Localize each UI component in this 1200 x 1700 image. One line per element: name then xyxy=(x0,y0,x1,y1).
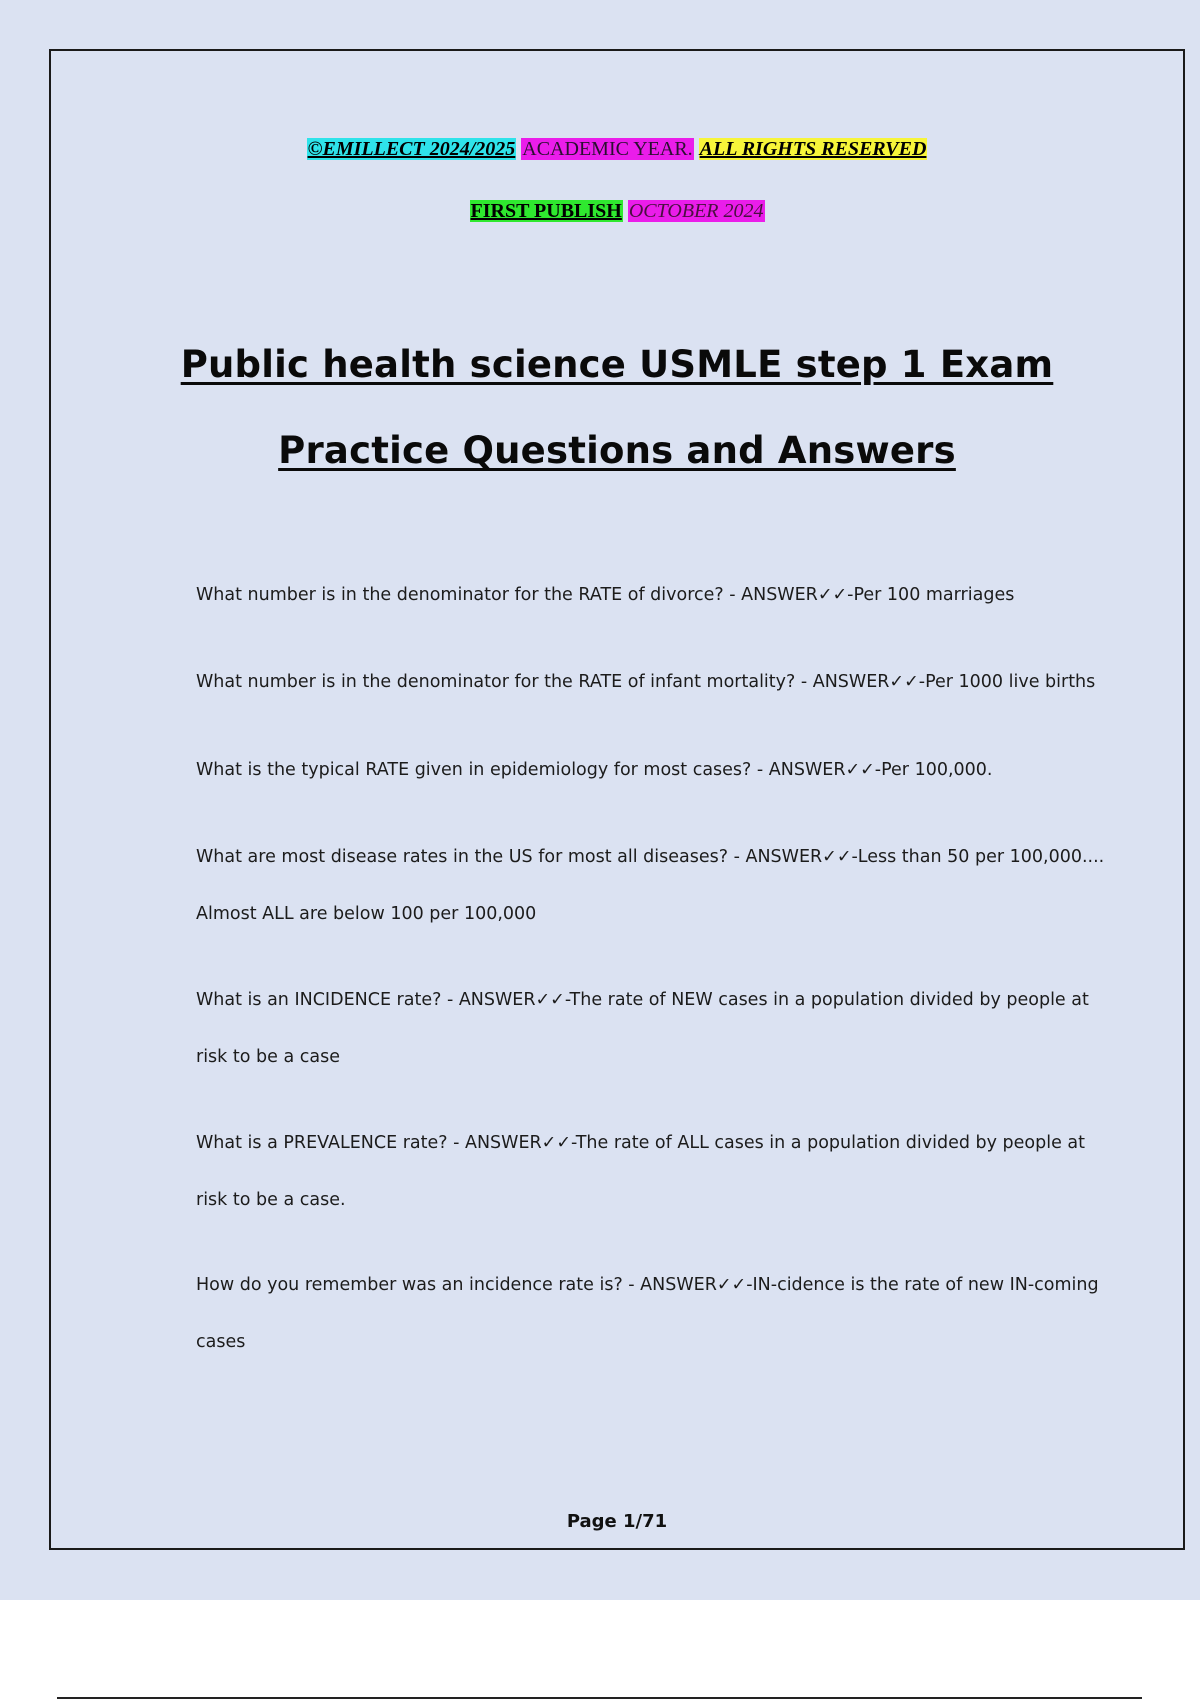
qa-item xyxy=(196,742,1136,799)
qa-line: What is an INCIDENCE rate? - ANSWER✓✓-The rate of NEW cases in a population divided by people at xyxy=(196,990,1089,1010)
rights-reserved-highlight: ALL RIGHTS RESERVED xyxy=(699,138,927,160)
qa-line: risk to be a case xyxy=(196,1047,340,1067)
qa-line: What number is in the denominator for the RATE of divorce? - ANSWER✓✓-Per 100 marriages xyxy=(196,585,1015,605)
publish-date-highlight: OCTOBER 2024 xyxy=(628,200,764,222)
qa-line: Almost ALL are below 100 per 100,000 xyxy=(196,904,537,924)
qa-item xyxy=(196,567,1136,624)
next-page-divider xyxy=(57,1697,1142,1699)
qa-line: cases xyxy=(196,1332,246,1352)
document-title-line-2: Practice Questions and Answers xyxy=(278,429,956,472)
qa-line: What are most disease rates in the US for most all diseases? - ANSWER✓✓-Less than 50 per 100,000.... xyxy=(196,847,1105,867)
qa-item xyxy=(196,1257,1136,1371)
qa-line: What is a PREVALENCE rate? - ANSWER✓✓-The rate of ALL cases in a population divided by people at xyxy=(196,1133,1086,1153)
qa-item xyxy=(196,972,1136,1086)
qa-line: What number is in the denominator for the RATE of infant mortality? - ANSWER✓✓-Per 1000 live births xyxy=(196,672,1096,692)
header-copyright-line xyxy=(51,136,1183,162)
qa-line: How do you remember was an incidence rate is? - ANSWER✓✓-IN-cidence is the rate of new IN-coming xyxy=(196,1275,1099,1295)
qa-item xyxy=(196,829,1136,943)
document-title-line-1: Public health science USMLE step 1 Exam xyxy=(180,343,1054,386)
page-number: Page 1/71 xyxy=(566,1511,668,1532)
qa-item xyxy=(196,654,1136,711)
qa-line: risk to be a case. xyxy=(196,1190,346,1210)
first-publish-highlight: FIRST PUBLISH xyxy=(470,200,622,222)
copyright-highlight: ©EMILLECT 2024/2025 xyxy=(307,138,516,160)
header-publish-line xyxy=(51,198,1183,224)
qa-item xyxy=(196,1115,1136,1229)
page-frame xyxy=(49,49,1185,1550)
qa-line: What is the typical RATE given in epidemiology for most cases? - ANSWER✓✓-Per 100,000. xyxy=(196,760,993,780)
academic-year-highlight: ACADEMIC YEAR. xyxy=(522,138,693,160)
